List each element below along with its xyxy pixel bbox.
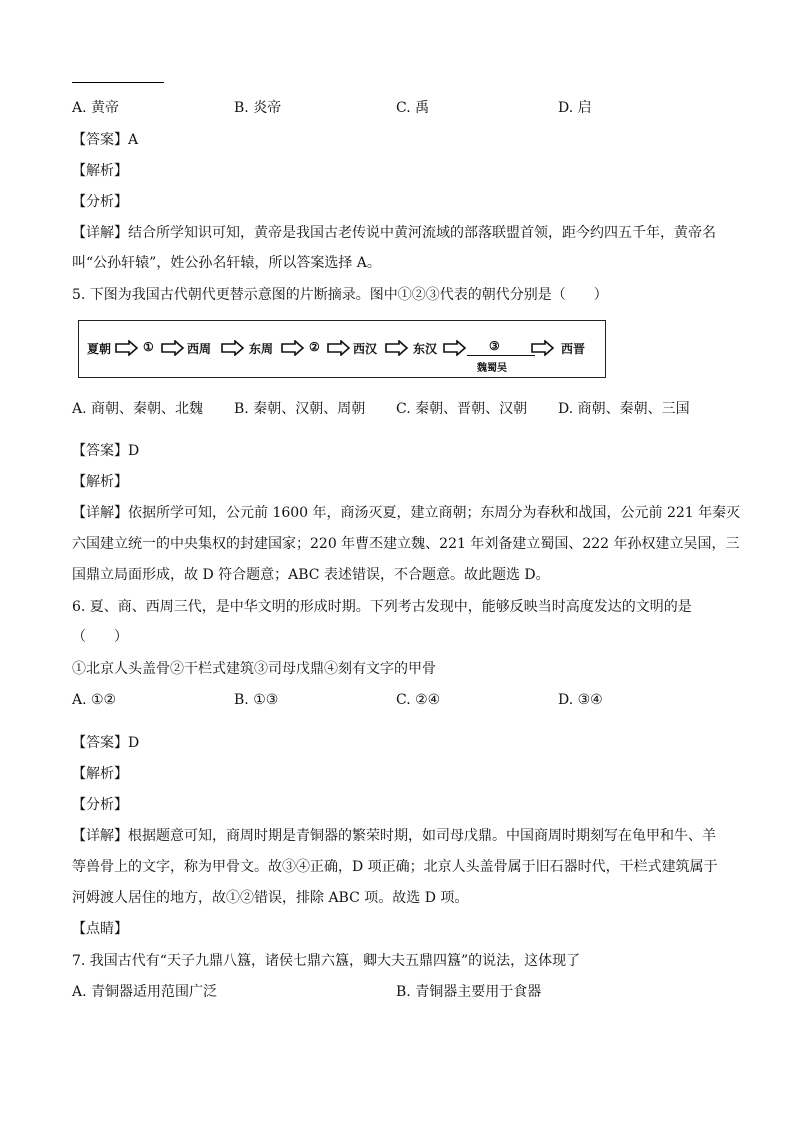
dynasty-diagram bbox=[78, 320, 606, 378]
q4-option-a: A. 黄帝 bbox=[72, 100, 120, 116]
q6-detail-line-3: 河姆渡人居住的地方，故①②错误，排除 ABC 项。故选 D 项。 bbox=[72, 890, 469, 906]
q6-option-c: C. ②④ bbox=[396, 692, 441, 708]
q5-stem: 5. 下图为我国古代朝代更替示意图的片断摘录。图中①②③代表的朝代分别是（ ） bbox=[72, 287, 608, 303]
q5-option-a: A. 商朝、秦朝、北魏 bbox=[72, 401, 204, 417]
q5-option-b: B. 秦朝、汉朝、周朝 bbox=[234, 401, 366, 417]
q4-detail-line-1: 【详解】结合所学知识可知，黄帝是我国古老传说中黄河流域的部落联盟首领，距今约四五千年，黄帝名 bbox=[72, 225, 716, 241]
q4-fenxi: 【分析】 bbox=[72, 194, 128, 210]
q6-stem-line-1: 6. 夏、商、西周三代，是中华文明的形成时期。下列考古发现中，能够反映当时高度发达的文明的是 bbox=[72, 599, 692, 615]
node-donghan: 东汉 bbox=[413, 342, 438, 356]
q6-option-d: D. ③④ bbox=[558, 692, 603, 708]
node-xihan: 西汉 bbox=[353, 342, 378, 356]
top-rule bbox=[72, 82, 164, 83]
blank-underline bbox=[467, 355, 535, 356]
q4-jiexi: 【解析】 bbox=[72, 163, 128, 179]
arrow-right-icon bbox=[281, 340, 305, 356]
q7-option-b: B. 青铜器主要用于食器 bbox=[396, 984, 542, 1000]
node-xijin: 西晋 bbox=[561, 342, 586, 356]
q6-items: ①北京人头盖骨②干栏式建筑③司母戊鼎④刻有文字的甲骨 bbox=[72, 661, 436, 677]
arrow-right-icon bbox=[327, 340, 351, 356]
q6-stem-line-2: （ ） bbox=[72, 629, 128, 645]
arrow-right-icon bbox=[443, 340, 467, 356]
q7-stem: 7. 我国古代有“天子九鼎八簋，诸侯七鼎六簋，卿大夫五鼎四簋”的说法，这体现了 bbox=[72, 953, 581, 969]
q5-detail-line-3: 国鼎立局面形成，故 D 符合题意；ABC 表述错误，不合题意。故此题选 D。 bbox=[72, 567, 550, 583]
node-3-label: ③ bbox=[489, 339, 500, 353]
node-xia: 夏朝 bbox=[87, 342, 112, 356]
q5-answer: 【答案】D bbox=[72, 443, 140, 459]
q6-answer: 【答案】D bbox=[72, 735, 140, 751]
q5-option-c: C. 秦朝、晋朝、汉朝 bbox=[396, 401, 528, 417]
arrow-right-icon bbox=[115, 340, 139, 356]
q6-option-a: A. ①② bbox=[72, 692, 117, 708]
q5-detail-line-1: 【详解】依据所学可知，公元前 1600 年，商汤灭夏，建立商朝；东周分为春秋和战国，公元前 221 年秦灭 bbox=[72, 505, 741, 521]
node-xizhou: 西周 bbox=[187, 342, 212, 356]
q5-option-d: D. 商朝、秦朝、三国 bbox=[558, 401, 690, 417]
arrow-right-icon bbox=[531, 340, 555, 356]
node-dongzhou: 东周 bbox=[249, 342, 274, 356]
q7-option-a: A. 青铜器适用范围广泛 bbox=[72, 984, 218, 1000]
node-3-sublabel: 魏蜀吴 bbox=[477, 363, 507, 374]
q6-detail-line-2: 等兽骨上的文字，称为甲骨文。故③④正确，D 项正确；北京人头盖骨属于旧石器时代，干栏式建筑属于 bbox=[72, 859, 718, 875]
q5-detail-line-2: 六国建立统一的中央集权的封建国家；220 年曹丕建立魏、221 年刘备建立蜀国、222 年孙权建立吴国，三 bbox=[72, 536, 740, 552]
q4-option-d: D. 启 bbox=[558, 100, 592, 116]
q6-fenxi: 【分析】 bbox=[72, 797, 128, 813]
node-1: ① bbox=[143, 340, 154, 354]
q6-option-b: B. ①③ bbox=[234, 692, 279, 708]
arrow-right-icon bbox=[161, 340, 185, 356]
q5-jiexi: 【解析】 bbox=[72, 474, 128, 490]
arrow-right-icon bbox=[221, 340, 245, 356]
node-2: ② bbox=[309, 340, 320, 354]
q4-detail-line-2: 叫“公孙轩辕”，姓公孙名轩辕，所以答案选择 A。 bbox=[72, 255, 381, 271]
q6-detail-line-1: 【详解】根据题意可知，商周时期是青铜器的繁荣时期，如司母戊鼎。中国商周时期刻写在龟甲和牛、羊 bbox=[72, 828, 716, 844]
q6-jiexi: 【解析】 bbox=[72, 766, 128, 782]
q4-answer: 【答案】A bbox=[72, 132, 139, 148]
arrow-right-icon bbox=[385, 340, 409, 356]
q4-option-b: B. 炎帝 bbox=[234, 100, 282, 116]
q4-option-c: C. 禹 bbox=[396, 100, 430, 116]
q6-dianjing: 【点睛】 bbox=[72, 921, 128, 937]
